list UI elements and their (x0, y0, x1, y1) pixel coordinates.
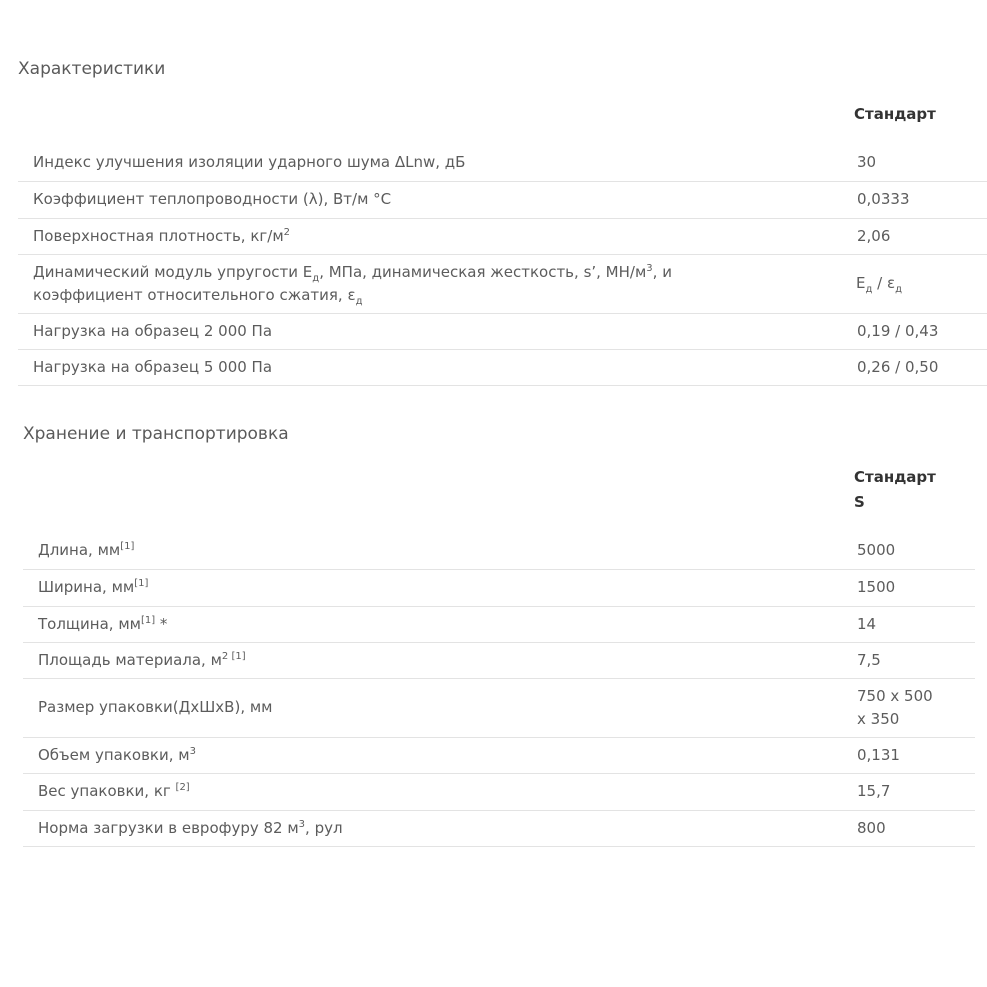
label-text: Толщина, мм (38, 614, 141, 633)
label-superscript: [1] (140, 614, 156, 626)
label-superscript: 3 (298, 818, 306, 830)
label-subscript: д (355, 295, 363, 307)
label-text: , и (652, 262, 672, 281)
label-suffix: * (155, 614, 168, 633)
row-value (848, 254, 987, 313)
table-row (23, 533, 975, 569)
column-header-standard: Стандарт (854, 105, 936, 123)
row-label (18, 254, 848, 313)
table-row (23, 810, 975, 846)
row-value: 2,06 (848, 218, 987, 254)
row-label (23, 642, 848, 678)
label-text: , МПа, динамическая жесткость, s’, МН/м (319, 262, 647, 281)
label-text: Длина, мм (38, 541, 121, 560)
row-value: 800 (848, 810, 975, 846)
label-superscript: 3 (646, 262, 653, 274)
header-empty-cell (23, 460, 848, 533)
table-row (23, 678, 975, 737)
row-label: Индекс улучшения изоляции ударного шума ΔLnw, дБ (18, 145, 848, 181)
table-row (18, 254, 987, 313)
table-row (23, 606, 975, 642)
row-value: 30 (848, 145, 987, 181)
label-superscript: 3 (189, 745, 196, 757)
label-text: Поверхностная плотность, кг/м (33, 226, 284, 245)
value-line: 750 x 500 (857, 686, 933, 705)
table-row (23, 569, 975, 606)
value-text: E (856, 274, 866, 292)
row-value: 1500 (848, 569, 975, 606)
row-label (23, 606, 848, 642)
label-text: Площадь материала, м (38, 650, 222, 669)
label-text: Ширина, мм (38, 578, 135, 596)
row-label (23, 810, 848, 846)
column-header-standard-s (848, 460, 975, 533)
label-superscript: [1] (120, 541, 135, 553)
table-header-row (18, 95, 987, 145)
value-text: / ε (872, 274, 896, 292)
table-row (23, 773, 975, 810)
row-label: Нагрузка на образец 5 000 Па (18, 349, 848, 385)
label-text: Динамический модуль упругости E (33, 262, 313, 281)
section-title-characteristics: Характеристики (18, 59, 166, 79)
column-header-line: S (854, 493, 865, 511)
section-title-storage: Хранение и транспортировка (23, 424, 289, 444)
row-label (23, 533, 848, 569)
table-row (18, 349, 987, 385)
row-label (18, 218, 848, 254)
label-text: Вес упаковки, кг (38, 782, 176, 800)
value-subscript: д (895, 284, 903, 295)
row-label (23, 773, 848, 810)
label-superscript: [2] (175, 782, 190, 793)
header-empty-cell (18, 95, 848, 145)
label-text: Объем упаковки, м (38, 745, 190, 764)
label-suffix: , рул (305, 818, 343, 837)
row-value: 15,7 (848, 773, 975, 810)
table-row (23, 737, 975, 773)
table-row (23, 642, 975, 678)
table-row (18, 218, 987, 254)
row-value: 0,19 / 0,43 (848, 313, 987, 349)
label-subscript: д (312, 272, 320, 284)
label-text: Норма загрузки в еврофуру 82 м (38, 818, 299, 837)
table-header-row (23, 460, 975, 533)
label-text: коэффициент относительного сжатия, ε (33, 285, 356, 304)
label-superscript: 2 (283, 226, 291, 238)
row-label: Коэффициент теплопроводности (λ), Вт/м °С (18, 181, 848, 218)
row-value: 0,0333 (848, 181, 987, 218)
row-value (848, 678, 975, 737)
value-line: x 350 (857, 709, 900, 728)
row-label: Нагрузка на образец 2 000 Па (18, 313, 848, 349)
characteristics-table (18, 95, 987, 386)
column-header-line: Стандарт (854, 468, 936, 486)
row-label (23, 569, 848, 606)
label-superscript: 2 [1] (221, 650, 246, 662)
table-row (18, 313, 987, 349)
row-value: 14 (848, 606, 975, 642)
storage-table (23, 460, 975, 847)
row-value: 0,26 / 0,50 (848, 349, 987, 385)
row-value: 7,5 (848, 642, 975, 678)
row-value: 5000 (848, 533, 975, 569)
value-subscript: д (865, 284, 873, 295)
table-row (18, 181, 987, 218)
row-value: 0,131 (848, 737, 975, 773)
table-row (18, 145, 987, 181)
row-label: Размер упаковки(ДхШхВ), мм (23, 678, 848, 737)
row-label (23, 737, 848, 773)
label-superscript: [1] (134, 578, 149, 589)
